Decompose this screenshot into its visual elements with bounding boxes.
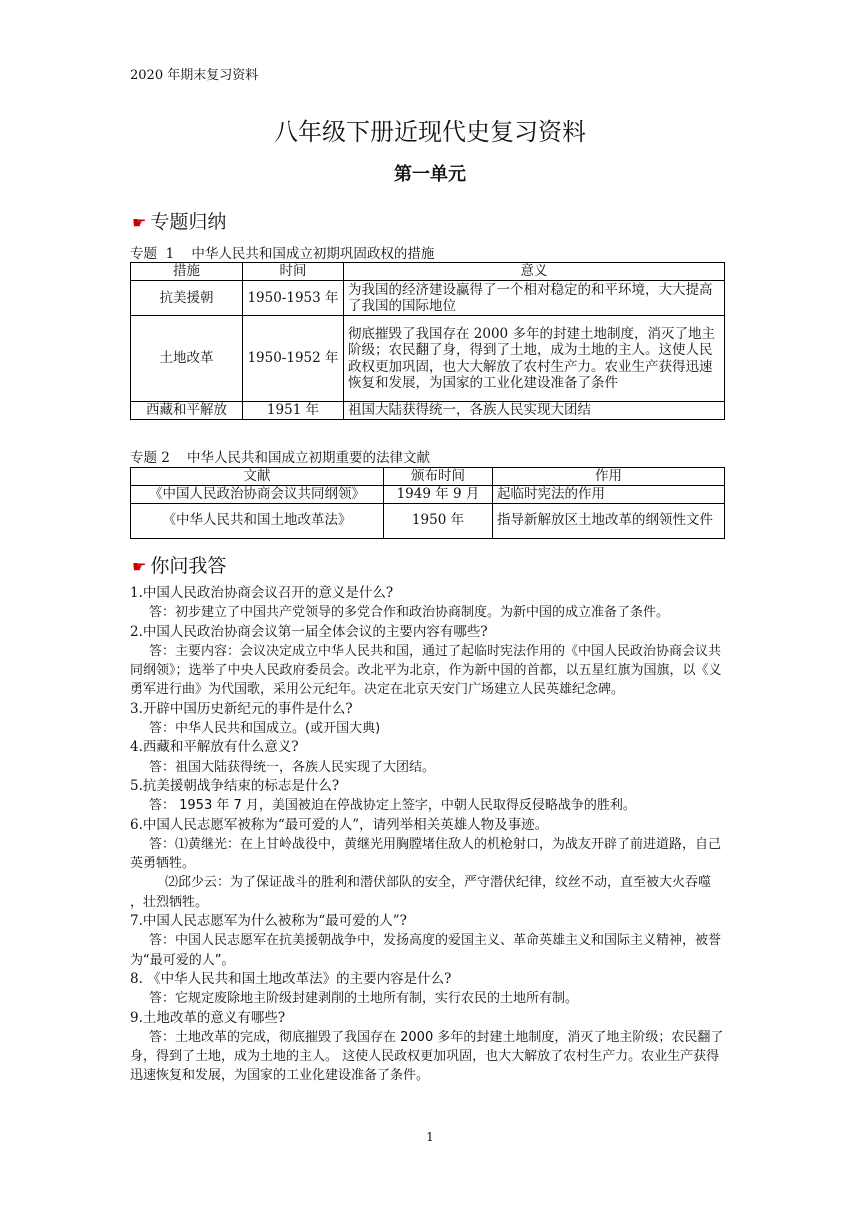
pointing-hand-icon: ☛ <box>132 557 147 576</box>
cell-meaning: 祖国大陆获得统一，各族人民实现大团结 <box>344 402 725 420</box>
qa-list <box>130 584 728 1086</box>
question: 8. 《中华人民共和国土地改革法》的主要内容是什么? <box>130 970 452 987</box>
page-number: 1 <box>426 1130 434 1144</box>
question: 1.中国人民政治协商会议召开的意义是什么? <box>130 585 394 601</box>
cell-time: 1951 年 <box>243 402 344 420</box>
cell-meaning: 彻底摧毁了我国存在 2000 多年的封建土地制度，消灭了地主阶级；农民翻了身，得到了土地，成为土地的主人。这使人民政权更加巩固，也大大解放了农村生产力。农业生产获得迅速恢复和发展，为国家的工业化建设准备了条件 <box>344 316 725 402</box>
question: 3.开辟中国历史新纪元的事件是什么? <box>130 700 353 717</box>
question: 7.中国人民志愿军为什么被称为“最可爱的人”? <box>130 913 407 930</box>
table-row <box>131 402 725 420</box>
cell-role: 指导新解放区土地改革的纲领性文件 <box>493 503 725 538</box>
answer: 答： 1953 年 7 月，美国被迫在停战协定上签字，中朝人民取得反侵略战争的胜利。 <box>149 798 636 814</box>
section-label: 你问我答 <box>150 555 227 577</box>
unit-heading: 第一单元 <box>394 164 466 185</box>
table-row <box>131 281 725 316</box>
table-header-row <box>131 263 725 281</box>
answer: 答：它规定废除地主阶级封建剥削的土地所有制，实行农民的土地所有制。 <box>149 991 579 1007</box>
cell-doc: 《中国人民政治协商会议共同纲领》 <box>131 485 384 503</box>
question: 4.西藏和平解放有什么意义? <box>130 739 299 756</box>
pointing-hand-icon: ☛ <box>132 213 147 232</box>
table-header-row <box>131 468 725 486</box>
column-header: 作用 <box>493 468 725 486</box>
cell-meaning: 为我国的经济建设赢得了一个相对稳定的和平环境，大大提高了我国的国际地位 <box>344 281 725 316</box>
column-header: 文献 <box>131 468 384 486</box>
answer: 答：主要内容：会议决定成立中华人民共和国，通过了起临时宪法作用的《中国人民政治协商会议共同纲领》；选举了中央人民政府委员会。改北平为北京，作为新中国的首都，以五星红旗为国旗，以《义勇军进行曲》为代国歌，采用公元纪年。决定在北京天安门广场建立人民英雄纪念碑。 <box>130 643 722 698</box>
column-header: 时间 <box>243 263 344 281</box>
table-row <box>131 503 725 538</box>
answer: 答：中国人民志愿军在抗美援朝战争中，发扬高度的爱国主义、革命英雄主义和国际主义精神，被誉为“最可爱的人”。 <box>130 933 722 968</box>
table-topic2 <box>130 467 725 539</box>
table-row <box>131 485 725 503</box>
column-header: 意义 <box>344 263 725 281</box>
question: 9.土地改革的意义有哪些? <box>130 1009 286 1026</box>
table-caption-topic1: 专题 1 中华人民共和国成立初期巩固政权的措施 <box>130 246 435 262</box>
running-header: 2020 年期末复习资料 <box>130 68 259 83</box>
answer: 答：初步建立了中国共产党领导的多党合作和政治协商制度。为新中国的成立准备了条件。 <box>149 605 670 621</box>
document-title: 八年级下册近现代史复习资料 <box>274 118 586 146</box>
question: 5.抗美援朝战争结束的标志是什么? <box>130 777 340 794</box>
cell-role: 起临时宪法的作用 <box>493 485 725 503</box>
answer: ⑵邱少云：为了保证战斗的胜利和潜伏部队的安全，严守潜伏纪律，纹丝不动，直至被大火吞噬 ，壮烈牺牲。 <box>130 875 712 910</box>
section-heading-summary <box>132 207 226 234</box>
table-caption-topic2: 专题 2 中华人民共和国成立初期重要的法律文献 <box>130 450 431 466</box>
table-topic1 <box>130 262 725 420</box>
section-heading-qa <box>132 551 226 578</box>
cell-measure: 西藏和平解放 <box>131 402 243 420</box>
answer: 答：土地改革的完成，彻底摧毁了我国存在 2000 多年的封建土地制度，消灭了地主阶级；农民翻了身，得到了土地，成为土地的主人。 这使人民政权更加巩固，也大大解放了农村生产力。农业生产获得迅速恢复和发展，为国家的工业化建设准备了条件。 <box>130 1029 724 1084</box>
cell-time: 1950 年 <box>384 503 493 538</box>
cell-measure: 抗美援朝 <box>131 281 243 316</box>
cell-time: 1950-1953 年 <box>243 281 344 316</box>
cell-measure: 土地改革 <box>131 316 243 402</box>
question: 6.中国人民志愿军被称为“最可爱的人”，请列举相关英雄人物及事迹。 <box>130 816 549 833</box>
cell-doc: 《中华人民共和国土地改革法》 <box>131 503 384 538</box>
cell-time: 1950-1952 年 <box>243 316 344 402</box>
answer: 答：祖国大陆获得统一，各族人民实现了大团结。 <box>149 759 436 775</box>
answer: 答：⑴黄继光：在上甘岭战役中，黄继光用胸膛堵住敌人的机枪射口，为战友开辟了前进道路，自己英勇牺牲。 <box>130 836 722 872</box>
table-row <box>131 316 725 402</box>
section-label: 专题归纳 <box>150 211 227 233</box>
question: 2.中国人民政治协商会议第一届全体会议的主要内容有哪些? <box>130 623 488 640</box>
column-header: 措施 <box>131 263 243 281</box>
cell-time: 1949 年 9 月 <box>384 485 493 503</box>
answer: 答：中华人民共和国成立。(或开国大典) <box>149 721 381 737</box>
column-header: 颁布时间 <box>384 468 493 486</box>
